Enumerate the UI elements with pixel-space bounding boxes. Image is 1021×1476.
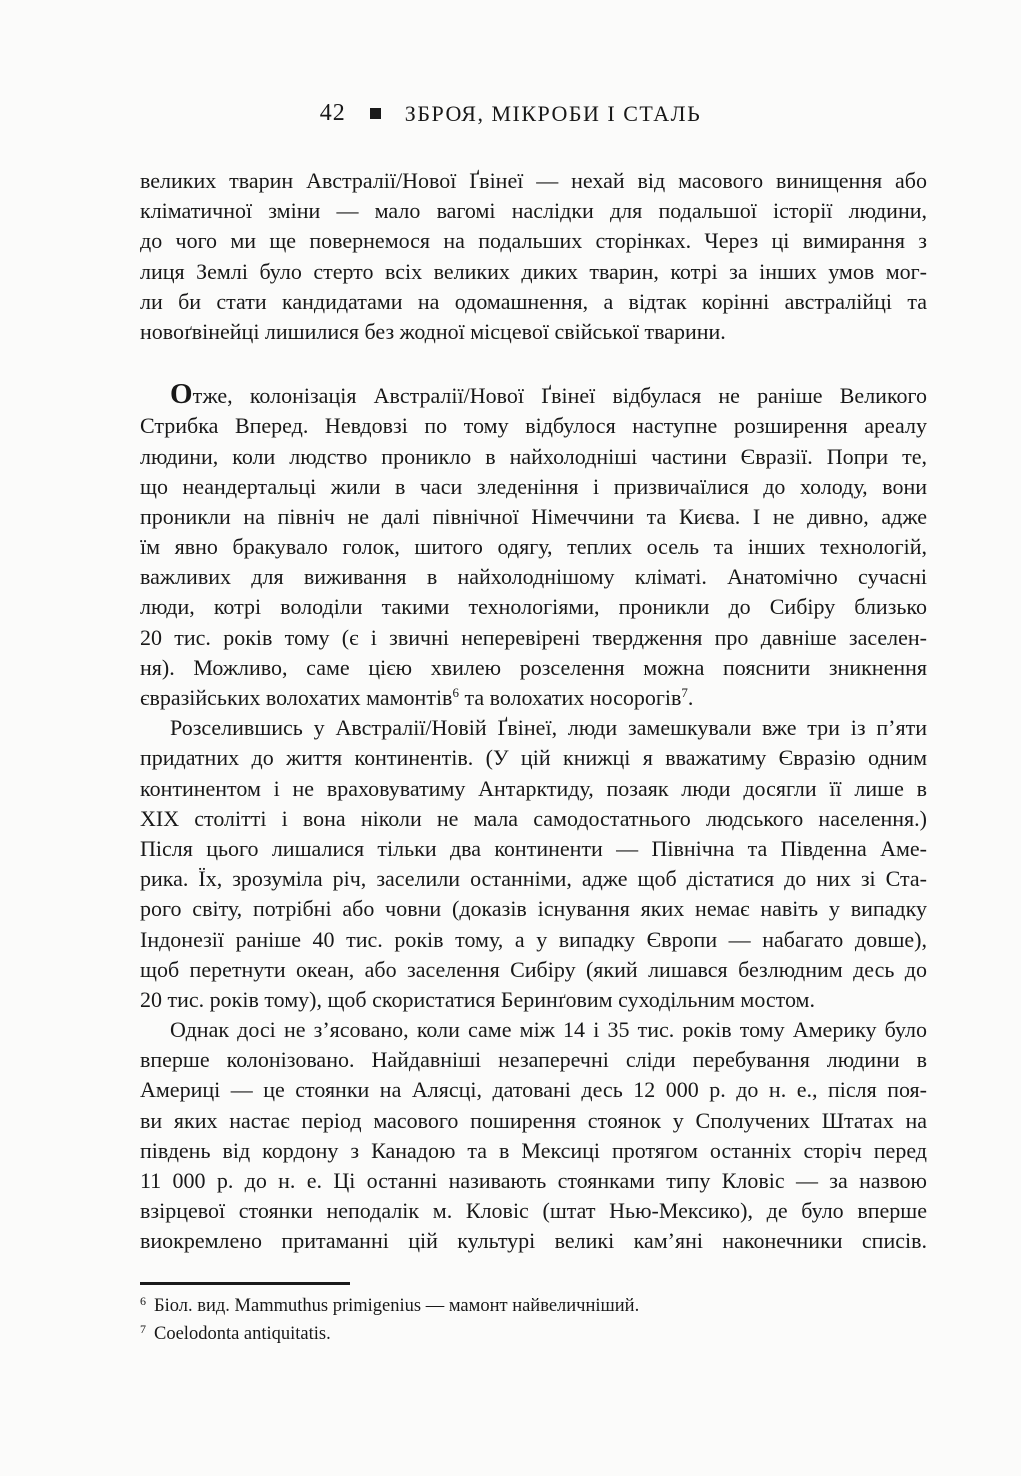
text-line: взірцевої стоянки неподалік м. Кловіс (штат Нью-Мексико), де було вперше <box>140 1198 927 1224</box>
text-line: кліматичної зміни — мало вагомі наслідки для подальшої історії людини, <box>140 198 927 224</box>
text-line: виокремлено притаманні цій культурі великі кам’яні наконечники списів. <box>140 1228 927 1254</box>
text-line: Розселившись у Австралії/Новій Ґвінеї, люди замешкували вже три із п’яти <box>170 715 927 741</box>
paragraph <box>140 713 927 1015</box>
text-block <box>140 166 927 1257</box>
text-line: ви яких настає період масового поширення стоянок у Сполучених Штатах на <box>140 1107 927 1133</box>
text-line: до чого ми ще повернемося на подальших сторінках. Через ці вимирання з <box>140 228 927 254</box>
text-line: ли би стати кандидатами на одомашнення, а відтак корінні австралійці та <box>140 288 927 314</box>
text-line: що неандертальці жили в часи зледеніння і призвичаїлися до холоду, вони <box>140 473 927 499</box>
text-line <box>140 378 927 411</box>
page-number: 42 <box>319 100 346 126</box>
paragraph <box>140 1015 927 1257</box>
text-line: південь від кордону з Канадою та в Мексиці протягом останніх сторіч перед <box>140 1137 927 1163</box>
text-line: Індонезії раніше 40 тис. років тому, а у випадку Європи — набагато довше), <box>140 926 927 952</box>
text-line: великих тварин Австралії/Нової Ґвінеї — нехай від масового винищення або <box>140 168 927 193</box>
text-line: їм явно бракувало голок, шитого одягу, теплих осель та інших технологій, <box>140 534 927 560</box>
text-line: люди, котрі володіли такими технологіями, проникли до Сибіру близько <box>140 594 927 620</box>
text-segment: євразійських волохатих мамонтів <box>140 685 453 710</box>
text-line: людини, коли людство проникло в найхолодніші частини Євразії. Попри те, <box>140 443 927 469</box>
footnote-rule <box>140 1282 350 1285</box>
text-line: рика. Їх, зрозуміла річ, заселили останніми, адже щоб дістатися до них зі Ста- <box>140 866 927 892</box>
text-line: XIX столітті і вона ніколи не мала самодостатнього людського населення.) <box>140 805 927 831</box>
text-segment: та волохатих носорогів <box>458 685 682 710</box>
text-line: лиця Землі було стерто всіх великих диких тварин, котрі за інших умов мог- <box>140 258 927 284</box>
initial-capital: О <box>170 378 193 411</box>
paragraph <box>140 166 927 347</box>
text-line: Стрибка Вперед. Невдовзі по тому відбулося наступне розширення ареалу <box>140 413 927 439</box>
text-line: важливих для виживання в найхолоднішому кліматі. Анатомічно сучасні <box>140 564 927 590</box>
text-segment: . <box>687 685 694 710</box>
footnote <box>140 1292 927 1320</box>
paragraph <box>140 378 927 713</box>
square-bullet-icon <box>370 108 381 119</box>
footnote-list <box>140 1292 927 1348</box>
footnote <box>140 1320 927 1348</box>
text-line: новоґвінейці лишилися без жодної місцевої свійської тварини. <box>140 318 726 344</box>
text-line <box>140 683 927 713</box>
text-line: Після цього лишалися тільки два континенти — Північна та Південна Аме- <box>140 835 927 861</box>
text-line: рого світу, потрібні або човни (доказів існування яких немає навіть у випадку <box>140 896 927 922</box>
footnote-marker: 6 <box>140 1294 146 1308</box>
text-line: 20 тис. років тому (є і звичні неперевірені твердження про давніше заселен- <box>140 624 927 650</box>
text-line-content: тже, колонізація Австралії/Нової Ґвінеї відбулася не раніше Великого <box>192 383 927 409</box>
text-line: ня). Можливо, саме цією хвилею розселення можна пояснити зникнення <box>140 654 927 680</box>
text-line: щоб перетнути океан, або заселення Сибіру (який лишався безлюдним десь до <box>140 956 927 982</box>
footnote-marker: 7 <box>140 1322 146 1336</box>
footnote-reference: 7 <box>681 685 688 700</box>
text-line: 20 тис. років тому), щоб скористатися Беринґовим суходільним мостом. <box>140 986 815 1012</box>
chapter-title: ЗБРОЯ, МІКРОБИ І СТАЛЬ <box>404 100 702 126</box>
text-line: придатних до життя континентів. (У цій книжці я вважатиму Євразію одним <box>140 745 927 771</box>
text-line: континентом і не враховуватиму Антарктиду, позаяк люди досягли її лише в <box>140 775 927 801</box>
text-line: вперше колонізовано. Найдавніші незаперечні сліди перебування людини в <box>140 1047 927 1073</box>
text-line: Америці — це стоянки на Алясці, датовані десь 12 000 р. до н. е., після поя- <box>140 1077 927 1103</box>
footnote-reference: 6 <box>452 685 459 700</box>
text-line: проникли на північ не далі північної Німеччини та Києва. І не дивно, адже <box>140 503 927 529</box>
text-line: Однак досі не з’ясовано, коли саме між 14 і 35 тис. років тому Америку було <box>170 1017 927 1043</box>
footnote-text: Coelodonta antiquitatis. <box>154 1324 331 1344</box>
footnote-text: Біол. вид. Mammuthus primigenius — мамонт найвеличніший. <box>154 1296 640 1316</box>
running-head <box>0 100 1021 127</box>
text-line: 11 000 р. до н. е. Ці останні називають стоянками типу Кловіс — за назвою <box>140 1168 927 1193</box>
footnote-area <box>140 1282 927 1348</box>
